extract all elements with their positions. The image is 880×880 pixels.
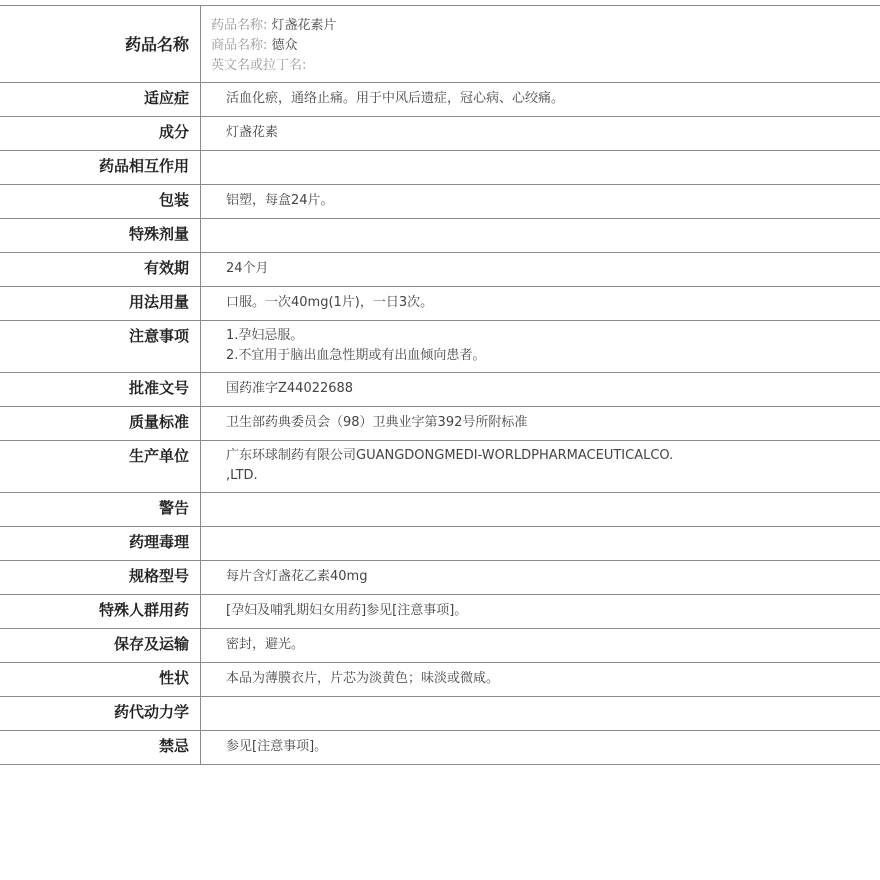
row-label: 包装 [158,191,189,209]
row-label: 特殊剂量 [128,225,189,243]
row-value-line: 口服。一次40mg(1片)，一日3次。 [226,295,434,310]
row-label-cell [0,151,201,185]
row-label: 批准文号 [128,379,189,397]
row-label-cell [0,219,201,253]
row-label-cell [0,321,201,373]
table-row [0,441,880,493]
table-row [0,117,880,151]
row-value-cell [201,441,880,493]
row-value-line: 广东环球制药有限公司GUANGDONGMEDI-WORLDPHARMACEUTICALCO. [226,448,674,463]
row-label: 质量标准 [128,413,189,431]
row-value-cell [201,407,880,441]
row-value-cell [201,151,880,185]
generic-name-line [211,16,856,36]
table-row [0,287,880,321]
trade-name-key: 商品名称: [211,38,268,53]
row-value-cell [201,493,880,527]
table-row [0,151,880,185]
row-label-cell [0,527,201,561]
row-label: 特殊人群用药 [98,601,189,619]
table-row [0,527,880,561]
row-value-line: ,LTD. [226,468,258,483]
table-row [0,595,880,629]
row-label-cell [0,561,201,595]
row-value-cell [201,253,880,287]
row-value-line [226,703,856,723]
row-value-line [226,499,856,519]
drug-info-table [0,5,880,765]
row-label: 生产单位 [128,447,189,465]
row-value-line: 本品为薄膜衣片，片芯为淡黄色；味淡或微咸。 [226,671,500,686]
trade-name-value: 德众 [271,38,298,53]
row-label-cell [0,117,201,151]
row-value-cell [201,527,880,561]
row-label: 药品相互作用 [98,157,189,175]
row-value-line: 灯盏花素 [226,125,279,140]
row-label-cell [0,287,201,321]
row-label: 性状 [158,669,189,687]
row-label-cell [0,731,201,765]
row-value-line: 活血化瘀，通络止痛。用于中风后遗症，冠心病、心绞痛。 [226,91,565,106]
row-label-cell [0,407,201,441]
row-value-line: 卫生部药典委员会（98）卫典业字第392号所附标准 [226,415,528,430]
row-value-line: 参见[注意事项]。 [226,739,328,754]
row-value-cell [201,697,880,731]
table-row [0,185,880,219]
row-value-line [226,157,856,177]
row-value-cell [201,321,880,373]
generic-name-value: 灯盏花素片 [271,18,337,33]
row-value-line [226,225,856,245]
row-label: 规格型号 [128,567,189,585]
row-value-line: 1.孕妇忌服。 [226,328,304,343]
row-value-line [226,533,856,553]
table-row [0,83,880,117]
table-row [0,493,880,527]
row-value-line: 24个月 [226,261,269,276]
row-value-cell [201,219,880,253]
row-value-cell [201,595,880,629]
row-label: 成分 [158,123,189,141]
row-value-line: 密封，避光。 [226,637,305,652]
row-label-cell [0,253,201,287]
row-label: 有效期 [143,259,189,277]
row-label: 药理毒理 [128,533,189,551]
table-row [0,407,880,441]
trade-name-line [211,36,856,56]
row-value-cell [201,731,880,765]
row-value-line: [孕妇及哺乳期妇女用药]参见[注意事项]。 [226,603,468,618]
row-label-cell [0,185,201,219]
generic-name-key: 药品名称: [211,18,268,33]
row-value-cell [201,629,880,663]
table-row [0,561,880,595]
row-label-cell [0,629,201,663]
row-label: 保存及运输 [113,635,189,653]
row-label-cell [0,663,201,697]
row-label: 药品名称 [124,35,189,54]
table-row [0,697,880,731]
row-value-line: 2.不宜用于脑出血急性期或有出血倾向患者。 [226,348,486,363]
row-value-cell [201,373,880,407]
table-row [0,373,880,407]
row-label: 注意事项 [128,327,189,345]
row-value-line: 每片含灯盏花乙素40mg [226,569,368,584]
table-row [0,321,880,373]
row-label: 药代动力学 [113,703,189,721]
row-value-line: 国药准字Z44022688 [226,381,354,396]
row-label-cell [0,595,201,629]
row-label: 警告 [158,499,189,517]
row-label-cell [0,6,201,83]
table-row [0,219,880,253]
row-value-cell [201,83,880,117]
row-label: 适应症 [143,89,189,107]
row-value-cell [201,6,880,83]
table-row [0,731,880,765]
row-label: 禁忌 [158,737,189,755]
table-row-drug-name [0,6,880,83]
row-label-cell [0,441,201,493]
row-label: 用法用量 [128,293,189,311]
english-name-line [211,56,856,76]
row-value-cell [201,117,880,151]
row-label-cell [0,373,201,407]
row-label-cell [0,697,201,731]
row-value-cell [201,287,880,321]
table-row [0,253,880,287]
row-value-cell [201,663,880,697]
table-row [0,663,880,697]
row-label-cell [0,83,201,117]
row-value-cell [201,561,880,595]
row-label-cell [0,493,201,527]
row-value-cell [201,185,880,219]
row-value-line: 铝塑，每盒24片。 [226,193,334,208]
table-row [0,629,880,663]
english-name-key: 英文名或拉丁名: [211,58,307,73]
